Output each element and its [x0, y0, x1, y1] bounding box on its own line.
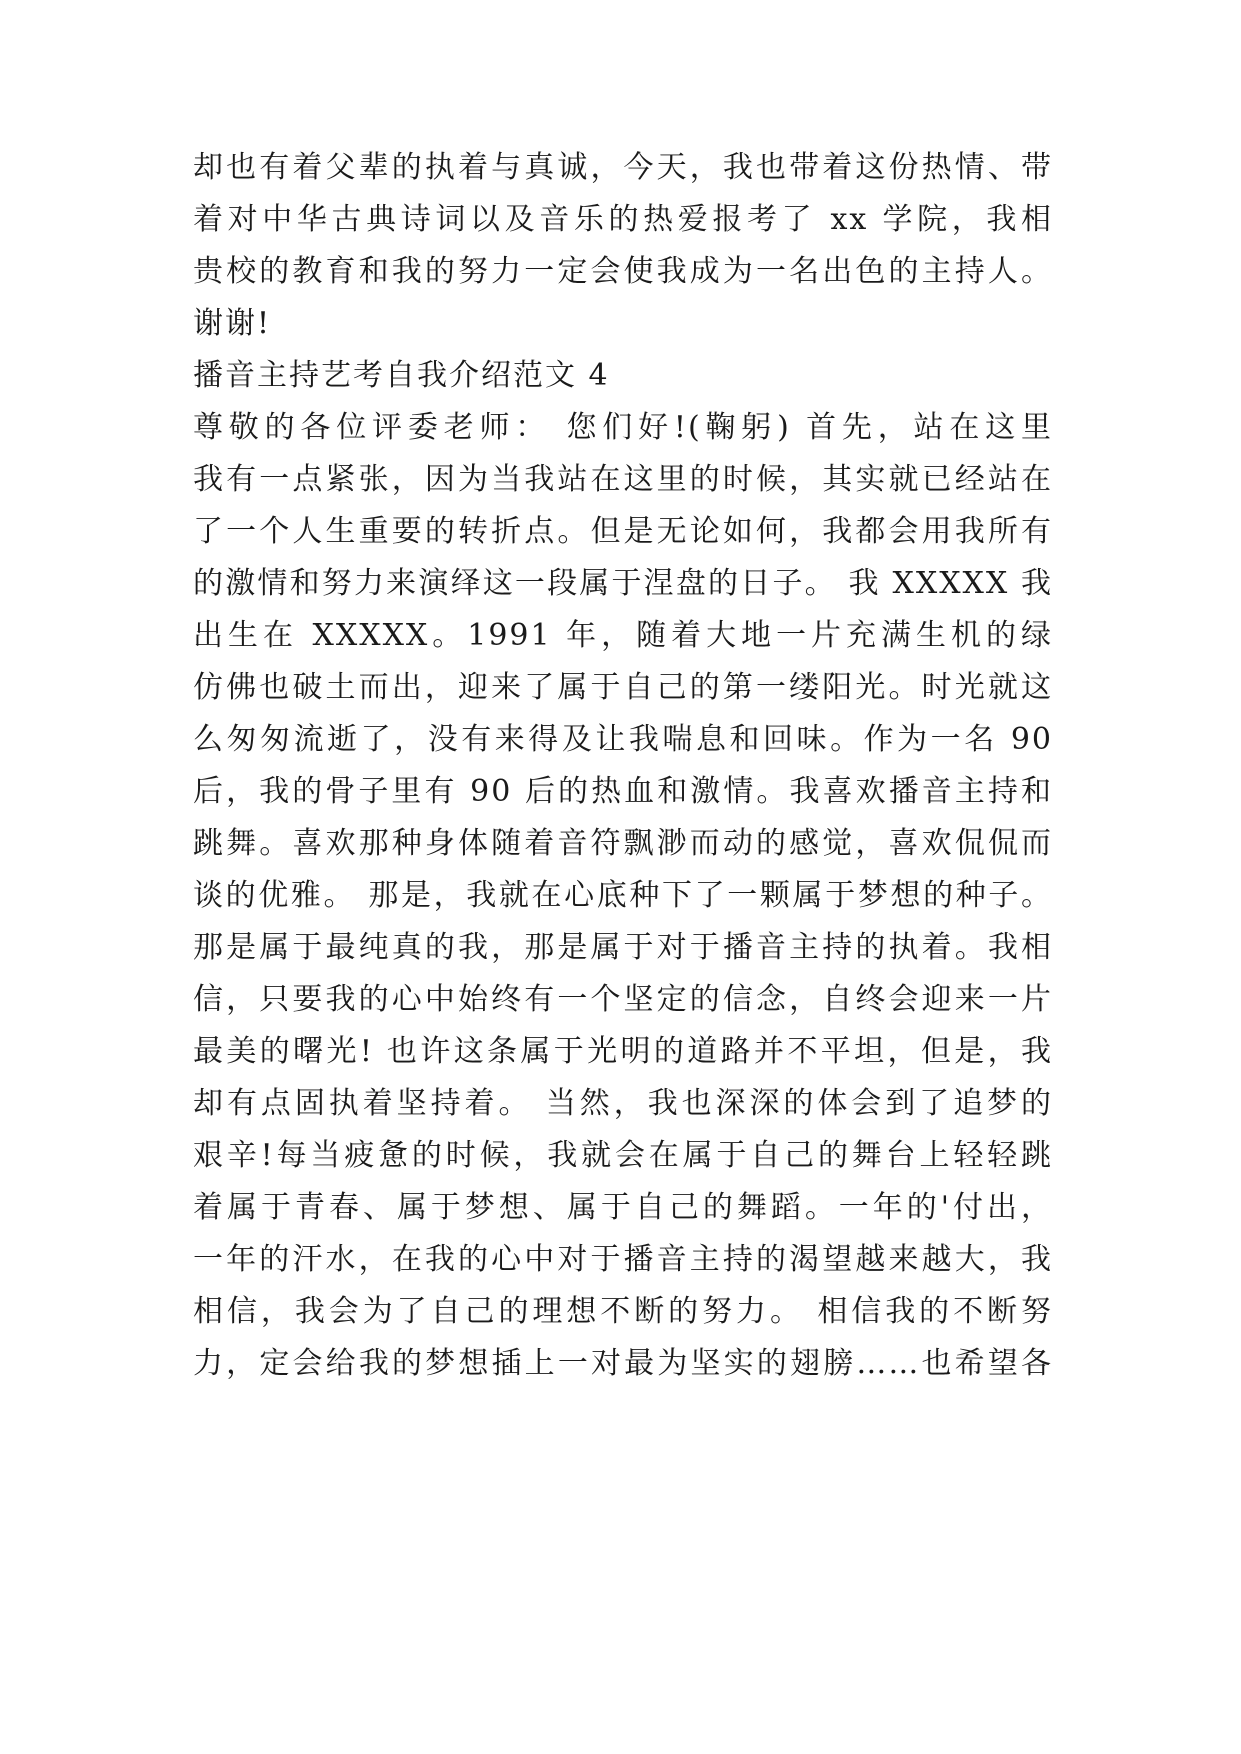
text-line: 信，只要我的心中始终有一个坚定的信念，自终会迎来一片	[193, 982, 1053, 1017]
text-line: 那是属于最纯真的我，那是属于对于播音主持的执着。我相	[193, 930, 1053, 965]
text-line: 谢谢!	[193, 306, 272, 341]
text-line: 后，我的骨子里有 90 后的热血和激情。我喜欢播音主持和	[193, 774, 1053, 809]
text-line: 出生在 XXXXX。1991 年，随着大地一片充满生机的绿	[193, 618, 1053, 653]
text-line: 贵校的教育和我的努力一定会使我成为一名出色的主持人。	[193, 254, 1053, 289]
text-line: 艰辛!每当疲惫的时候，我就会在属于自己的舞台上轻轻跳	[193, 1138, 1053, 1173]
text-line: 仿佛也破土而出，迎来了属于自己的第一缕阳光。时光就这	[193, 670, 1053, 705]
text-line: 相信，我会为了自己的理想不断的努力。 相信我的不断努	[193, 1294, 1053, 1329]
text-line: 的激情和努力来演绎这一段属于涅盘的日子。 我 XXXXX 我	[193, 566, 1053, 601]
text-line: 力，定会给我的梦想插上一对最为坚实的翅膀……也希望各	[193, 1346, 1053, 1381]
text-line: 着对中华古典诗词以及音乐的热爱报考了 xx 学院，我相	[193, 202, 1053, 237]
text-line: 尊敬的各位评委老师： 您们好!(鞠躬) 首先，站在这里	[193, 410, 1053, 445]
text-line: 么匆匆流逝了，没有来得及让我喘息和回味。作为一名 90	[193, 722, 1053, 757]
text-line: 却有点固执着坚持着。 当然，我也深深的体会到了追梦的	[193, 1086, 1053, 1121]
text-line: 谈的优雅。 那是，我就在心底种下了一颗属于梦想的种子。	[193, 878, 1053, 913]
text-line: 着属于青春、属于梦想、属于自己的舞蹈。一年的'付出，	[193, 1190, 1053, 1225]
text-line: 了一个人生重要的转折点。但是无论如何，我都会用我所有	[193, 514, 1053, 549]
text-line: 我有一点紧张，因为当我站在这里的时候，其实就已经站在	[193, 462, 1053, 497]
text-line: 跳舞。喜欢那种身体随着音符飘渺而动的感觉，喜欢侃侃而	[193, 826, 1053, 861]
section-heading: 播音主持艺考自我介绍范文 4	[193, 358, 610, 393]
text-line: 最美的曙光! 也许这条属于光明的道路并不平坦，但是，我	[193, 1034, 1053, 1069]
text-line: 却也有着父辈的执着与真诚，今天，我也带着这份热情、带	[193, 150, 1053, 185]
text-line: 一年的汗水，在我的心中对于播音主持的渴望越来越大，我	[193, 1242, 1053, 1277]
